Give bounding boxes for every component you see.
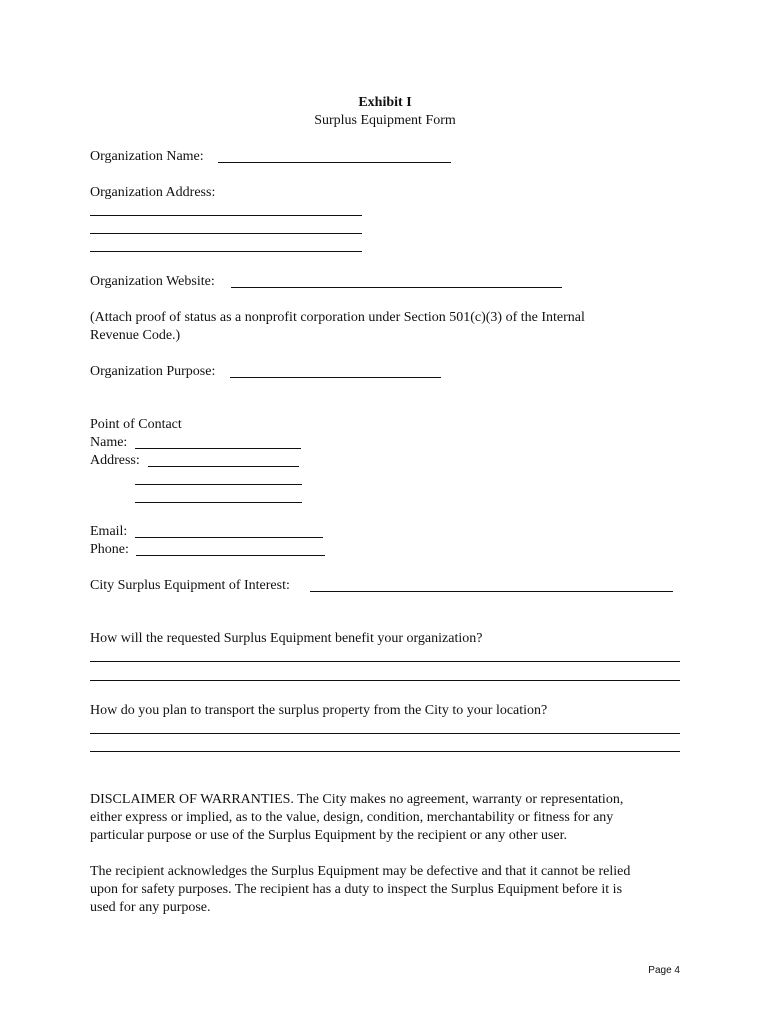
benefit-answer-line-1[interactable]	[90, 661, 680, 662]
contact-email-field[interactable]	[135, 537, 323, 538]
interest-label: City Surplus Equipment of Interest:	[90, 578, 290, 593]
contact-phone-field[interactable]	[136, 555, 325, 556]
contact-address-label: Address:	[90, 453, 140, 468]
org-purpose-label: Organization Purpose:	[90, 364, 216, 379]
org-name-label: Organization Name:	[90, 149, 204, 164]
org-address-field-1[interactable]	[90, 215, 362, 216]
org-address-field-2[interactable]	[90, 233, 362, 234]
org-purpose-field[interactable]	[230, 377, 441, 378]
transport-question: How do you plan to transport the surplus property from the City to your location?	[90, 703, 548, 718]
contact-address-field-2[interactable]	[135, 484, 302, 485]
contact-name-label: Name:	[90, 435, 128, 450]
contact-name-field[interactable]	[135, 448, 301, 449]
org-address-label: Organization Address:	[90, 185, 216, 200]
benefit-answer-line-2[interactable]	[90, 680, 680, 681]
org-website-label: Organization Website:	[90, 274, 215, 289]
transport-answer-line-2[interactable]	[90, 751, 680, 752]
page-number: Page 4	[648, 965, 680, 976]
org-website-field[interactable]	[231, 287, 562, 288]
acknowledgment-line-1: The recipient acknowledges the Surplus Equipment may be defective and that it cannot be relied	[90, 864, 631, 879]
contact-address-field-1[interactable]	[148, 466, 299, 467]
benefit-question: How will the requested Surplus Equipment benefit your organization?	[90, 631, 483, 646]
contact-heading: Point of Contact	[90, 417, 182, 432]
org-name-field[interactable]	[218, 162, 451, 163]
disclaimer-line-2: either express or implied, as to the value, design, condition, merchantability or fitness for any	[90, 810, 614, 825]
attach-note-line-1: (Attach proof of status as a nonprofit corporation under Section 501(c)(3) of the Internal	[90, 310, 585, 325]
acknowledgment-line-3: used for any purpose.	[90, 900, 211, 915]
contact-phone-label: Phone:	[90, 542, 129, 557]
disclaimer-line-1: DISCLAIMER OF WARRANTIES. The City makes no agreement, warranty or representation,	[90, 792, 624, 807]
attach-note-line-2: Revenue Code.)	[90, 328, 181, 343]
transport-answer-line-1[interactable]	[90, 733, 680, 734]
org-address-field-3[interactable]	[90, 251, 362, 252]
form-title: Surplus Equipment Form	[314, 113, 456, 128]
contact-address-field-3[interactable]	[135, 502, 302, 503]
interest-field[interactable]	[310, 591, 673, 592]
acknowledgment-line-2: upon for safety purposes. The recipient has a duty to inspect the Surplus Equipment before it is	[90, 882, 623, 897]
contact-email-label: Email:	[90, 524, 128, 539]
disclaimer-line-3: particular purpose or use of the Surplus Equipment by the recipient or any other user.	[90, 828, 568, 843]
exhibit-heading: Exhibit I	[358, 95, 412, 110]
